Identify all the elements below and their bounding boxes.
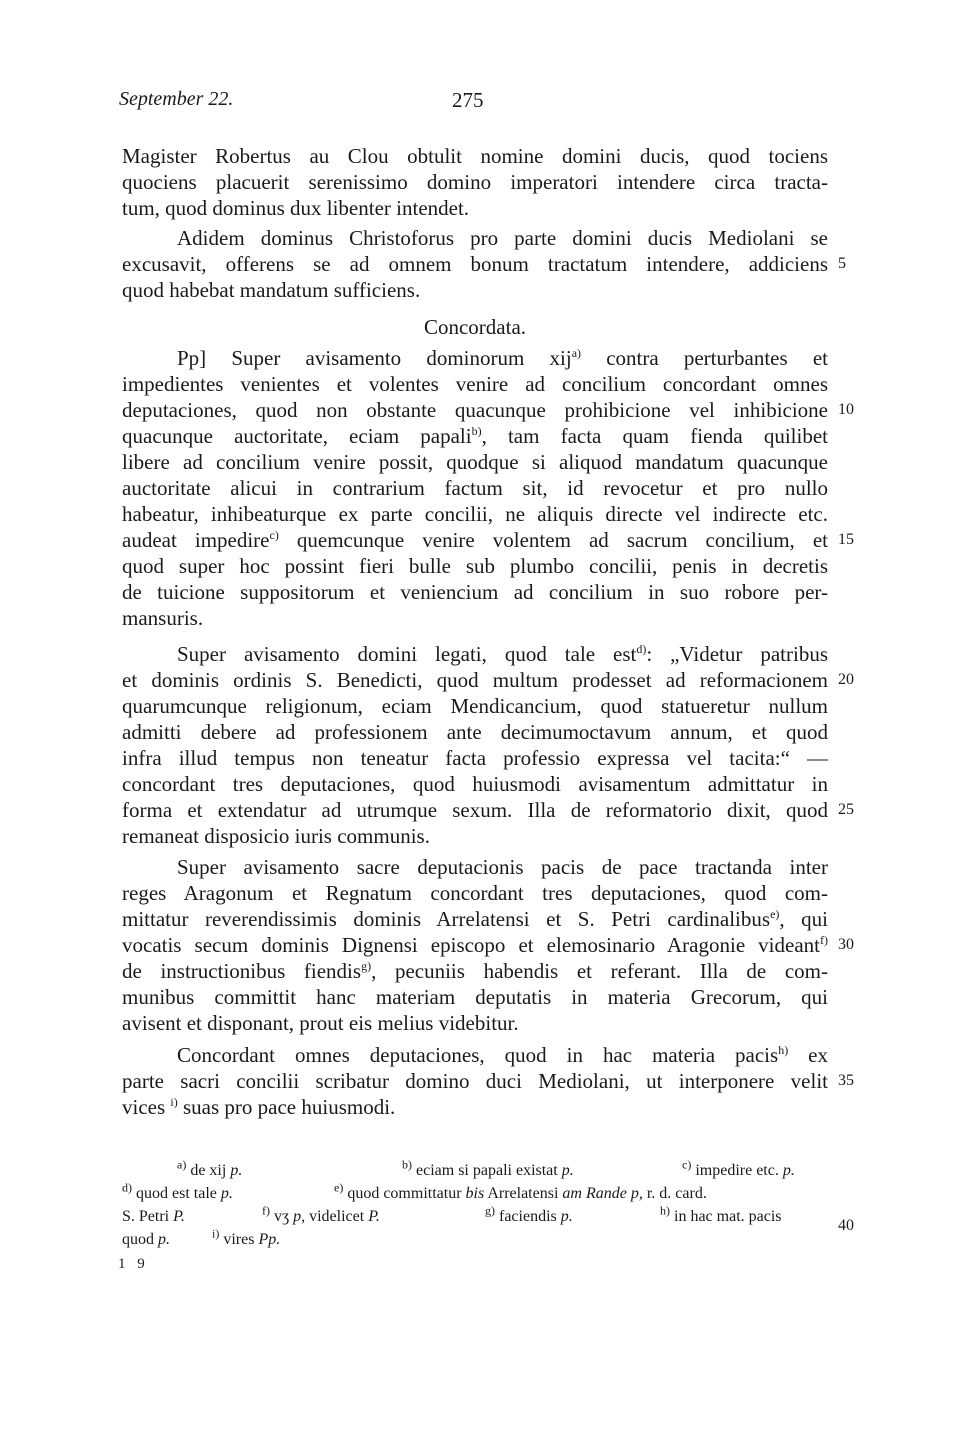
text-line: Adidem dominus Christoforus pro parte domini ducis Mediolani se: [177, 226, 828, 250]
text-line: deputaciones, quod non obstante quacunque prohibicione vel inhibicione: [122, 398, 828, 422]
footnote: $^{b)}$ eciam si papali existat p.: [402, 1157, 574, 1179]
text-line: quarumcunque religionum, eciam Mendicancium, quod statueretur nullum: [122, 694, 828, 718]
text-line: audeat impedire$^{c)}$ quemcunque venire volentem ad sacrum concilium, et: [122, 528, 828, 552]
line-number: 35: [838, 1072, 854, 1089]
text-line: habeatur, inhibeaturque ex parte concilii, ne aliquis directe vel indirecte etc.: [122, 502, 828, 526]
text-line: munibus committit hanc materiam deputatis in materia Grecorum, qui: [122, 985, 828, 1009]
text-line: tum, quod dominus dux libenter intendet.: [122, 196, 470, 220]
text-line: Concordant omnes deputaciones, quod in hac materia pacis$^{h)}$ ex: [177, 1043, 828, 1067]
text-line: impedientes venientes et volentes venire ad concilium concordant omnes: [122, 372, 828, 396]
page-header: [119, 88, 829, 118]
line-number: 15: [838, 531, 854, 548]
footnote: quod p.: [122, 1231, 170, 1248]
footnote: $^{a)}$ de xij p.: [177, 1157, 243, 1179]
line-number: 25: [838, 801, 854, 818]
text-line: quod habebat mandatum sufficiens.: [122, 278, 421, 302]
text-line: Pp] Super avisamento dominorum xij$^{a)}$ contra perturbantes et: [177, 346, 828, 370]
footnote-ref: g): [361, 959, 372, 973]
footnote: $^{d)}$ quod est tale p.: [122, 1180, 233, 1202]
text-line: quod super hoc possint fieri bulle sub plumbo concilii, penis in decretis: [122, 554, 828, 578]
text-line: de instructionibus fiendis$^{g)}$, pecuniis habendis et referant. Illa de com-: [122, 959, 829, 983]
text-line: Super avisamento domini legati, quod tale est$^{d)}$: „Videtur patribus: [177, 642, 828, 666]
line-number: 10: [838, 401, 854, 418]
footnote-ref: h): [778, 1043, 789, 1057]
footnote-ref: e): [770, 907, 780, 921]
text-line: remaneat disposicio iuris communis.: [122, 824, 430, 848]
text-line: avisent et disponant, prout eis melius videbitur.: [122, 1011, 519, 1035]
text-line: parte sacri concilii scribatur domino duci Mediolani, ut interponere velit: [122, 1069, 828, 1093]
footnote: S. Petri P.: [122, 1208, 185, 1225]
footnote: $^{i)}$ vires Pp.: [212, 1226, 281, 1248]
text-line: quociens placuerit serenissimo domino imperatori intendere circa tracta-: [122, 170, 828, 194]
text-line: vocatis secum dominis Dignensi episcopo et elemosinario Aragonie videant$^{f)}$: [122, 933, 828, 957]
footnote: $^{e)}$ quod committatur bis Arrelatensi am Rande p, r. d. card.: [334, 1180, 707, 1202]
text-line: libere ad concilium venire possit, quodque si aliquod mandatum quacunque: [122, 450, 828, 474]
text-line: infra illud tempus non teneatur facta professio expressa vel tacita:“ —: [122, 746, 828, 770]
text-line: auctoritate alicui in contrarium factum sit, id revocetur et pro nullo: [122, 476, 828, 500]
footnote: $^{c)}$ impedire etc. p.: [682, 1157, 795, 1179]
footnote-ref: d): [636, 642, 647, 656]
section-heading: Concordata.: [423, 315, 527, 339]
footnote: $^{g)}$ faciendis p.: [485, 1203, 573, 1225]
signature-mark: 1 9: [118, 1256, 149, 1272]
text-line: de tuicione suppositorum et veniencium ad concilium in suo robore per-: [122, 580, 828, 604]
running-head: September 22.: [119, 88, 234, 110]
footnote-ref: i): [170, 1095, 178, 1109]
text-line: vices $^{i)}$ suas pro pace huiusmodi.: [122, 1095, 396, 1119]
line-number: 40: [838, 1217, 854, 1234]
text-line: excusavit, offerens se ad omnem bonum tractatum intendere, addiciens: [122, 252, 828, 276]
text-line: mittatur reverendissimis dominis Arrelatensi et S. Petri cardinalibus$^{e)}$, qui: [122, 907, 828, 931]
text-line: concordant tres deputaciones, quod huiusmodi avisamentum admittatur in: [122, 772, 828, 796]
footnote: $^{f)}$ vʒ p, videlicet P.: [262, 1203, 380, 1225]
text-line: mansuris.: [122, 606, 204, 630]
footnote-ref: f): [820, 933, 828, 947]
footnote-ref: b): [471, 424, 482, 438]
line-number: 5: [838, 255, 846, 272]
text-line: quacunque auctoritate, eciam papali$^{b)}$, tam facta quam fienda quilibet: [122, 424, 828, 448]
footnote: $^{h)}$ in hac mat. pacis: [660, 1203, 782, 1225]
text-line: et dominis ordinis S. Benedicti, quod multum prodesset ad reformacionem: [122, 668, 828, 692]
line-number: 20: [838, 671, 854, 688]
page-number: 275: [452, 88, 484, 112]
footnote-ref: a): [571, 346, 582, 360]
text-line: admitti debere ad professionem ante decimumoctavum annum, et quod: [122, 720, 828, 744]
line-number: 30: [838, 936, 854, 953]
text-line: Magister Robertus au Clou obtulit nomine domini ducis, quod tociens: [122, 144, 828, 168]
text-line: Super avisamento sacre deputacionis pacis de pace tractanda inter: [177, 855, 828, 879]
text-line: reges Aragonum et Regnatum concordant tres deputaciones, quod com-: [122, 881, 828, 905]
footnote-ref: c): [269, 528, 279, 542]
text-line: forma et extendatur ad utrumque sexum. Illa de reformatorio dixit, quod: [122, 798, 828, 822]
